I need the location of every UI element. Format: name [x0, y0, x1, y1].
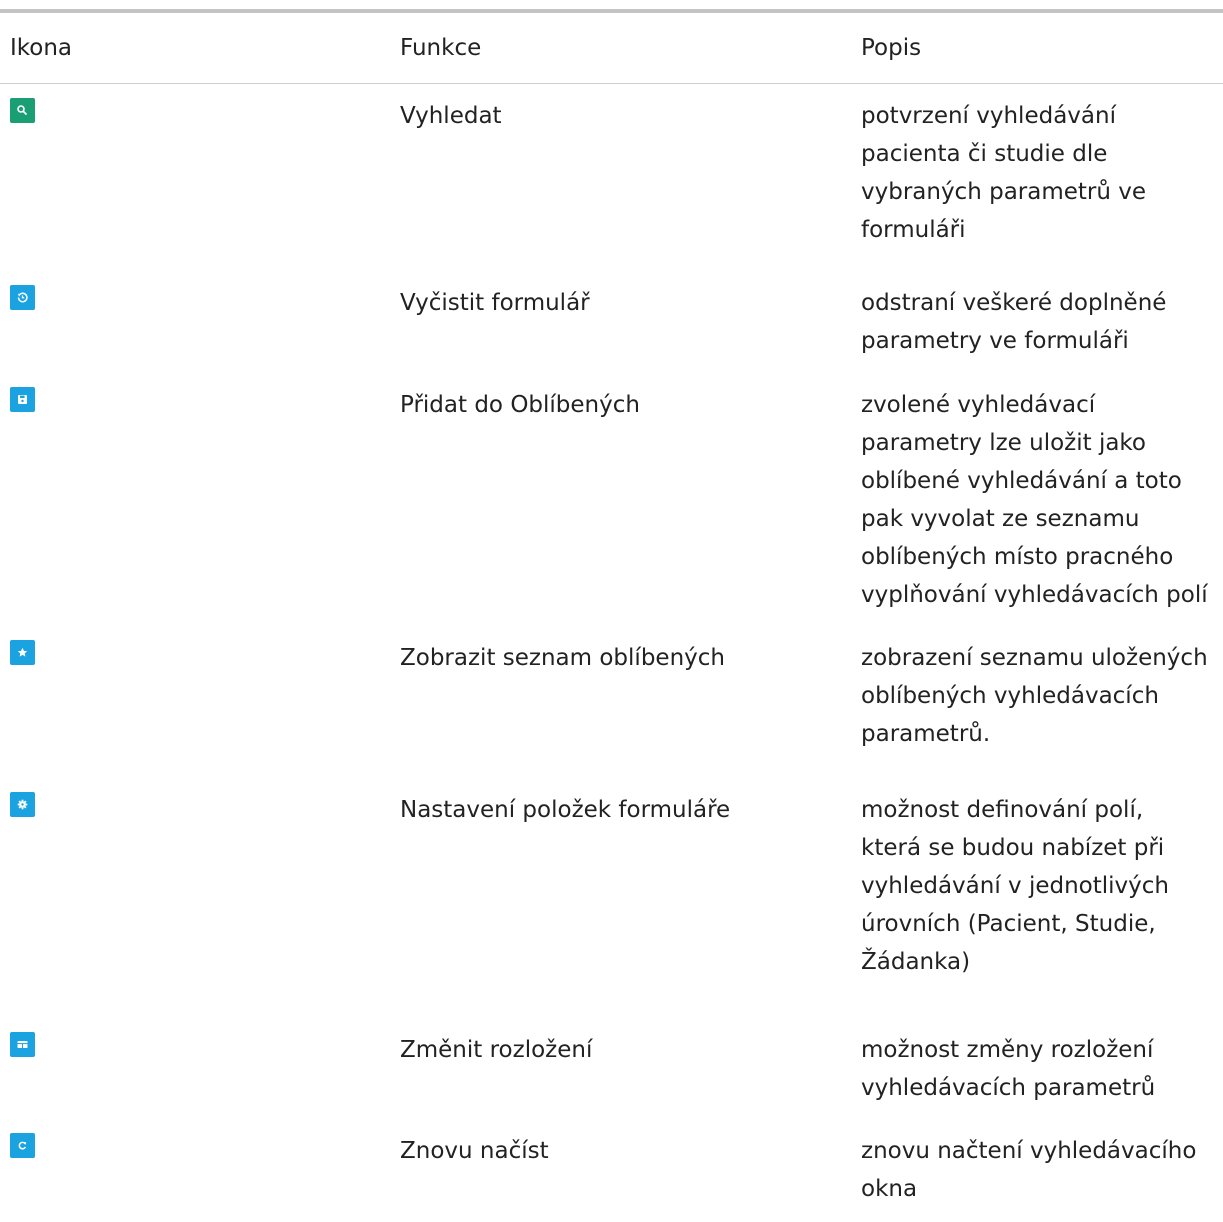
table-row: [0, 271, 1223, 373]
description-line: vyplňování vyhledávacích polí: [861, 582, 1208, 608]
description-line: formuláři: [861, 217, 966, 243]
description-line: parametry ve formuláři: [861, 328, 1129, 354]
description-line: potvrzení vyhledávání: [861, 103, 1116, 129]
history-icon: [10, 285, 35, 310]
description-line: parametry lze uložit jako: [861, 430, 1147, 456]
function-cell: Změnit rozložení: [400, 1037, 593, 1063]
description-line: okna: [861, 1176, 918, 1202]
header-icon: Ikona: [0, 13, 390, 84]
icon-cell: [0, 626, 390, 778]
description-line: oblíbených místo pracného: [861, 544, 1174, 570]
table-row: [0, 1119, 1223, 1222]
table-row: [0, 84, 1223, 272]
description-cell: [851, 373, 1223, 626]
icon-cell: [0, 1018, 390, 1119]
table-row: [0, 778, 1223, 1018]
function-cell: Vyhledat: [400, 103, 502, 129]
function-cell: Přidat do Oblíbených: [400, 392, 640, 418]
function-cell: Vyčistit formulář: [400, 290, 590, 316]
table-row: [0, 626, 1223, 778]
icon-cell: [0, 271, 390, 373]
description-cell: [851, 626, 1223, 778]
description-line: oblíbených vyhledávacích: [861, 683, 1159, 709]
star-icon: [10, 640, 35, 665]
description-line: úrovních (Pacient, Studie,: [861, 911, 1156, 937]
refresh-icon: [10, 1133, 35, 1158]
table-row: [0, 1018, 1223, 1119]
description-cell: [851, 1018, 1223, 1119]
description-cell: [851, 271, 1223, 373]
table-header-row: [0, 13, 1223, 84]
description-line: odstraní veškeré doplněné: [861, 290, 1167, 316]
description-line: parametrů.: [861, 721, 991, 747]
description-cell: [851, 778, 1223, 1018]
icon-cell: [0, 84, 390, 272]
description-line: zvolené vyhledávací: [861, 392, 1096, 418]
description-line: oblíbené vyhledávání a toto: [861, 468, 1182, 494]
table-row: [0, 373, 1223, 626]
description-cell: [851, 84, 1223, 272]
icon-cell: [0, 373, 390, 626]
description-line: možnost definování polí,: [861, 797, 1144, 823]
icon-function-table: [0, 13, 1223, 1222]
description-line: která se budou nabízet při: [861, 835, 1165, 861]
description-line: znovu načtení vyhledávacího: [861, 1138, 1197, 1164]
layout-icon: [10, 1032, 35, 1057]
description-cell: [851, 1119, 1223, 1222]
description-line: zobrazení seznamu uložených: [861, 645, 1208, 671]
description-line: vyhledávání v jednotlivých: [861, 873, 1169, 899]
header-description: Popis: [851, 13, 1223, 84]
description-line: možnost změny rozložení: [861, 1037, 1154, 1063]
function-cell: Zobrazit seznam oblíbených: [400, 645, 725, 671]
gear-icon: [10, 792, 35, 817]
function-cell: Znovu načíst: [400, 1138, 549, 1164]
header-function: Funkce: [390, 13, 851, 84]
description-line: pacienta či studie dle: [861, 141, 1108, 167]
icon-cell: [0, 778, 390, 1018]
description-line: pak vyvolat ze seznamu: [861, 506, 1140, 532]
function-cell: Nastavení položek formuláře: [400, 797, 731, 823]
description-line: Žádanka): [861, 949, 971, 975]
description-line: vyhledávacích parametrů: [861, 1075, 1156, 1101]
save-icon: [10, 387, 35, 412]
icon-cell: [0, 1119, 390, 1222]
search-icon: [10, 98, 35, 123]
description-line: vybraných parametrů ve: [861, 179, 1147, 205]
